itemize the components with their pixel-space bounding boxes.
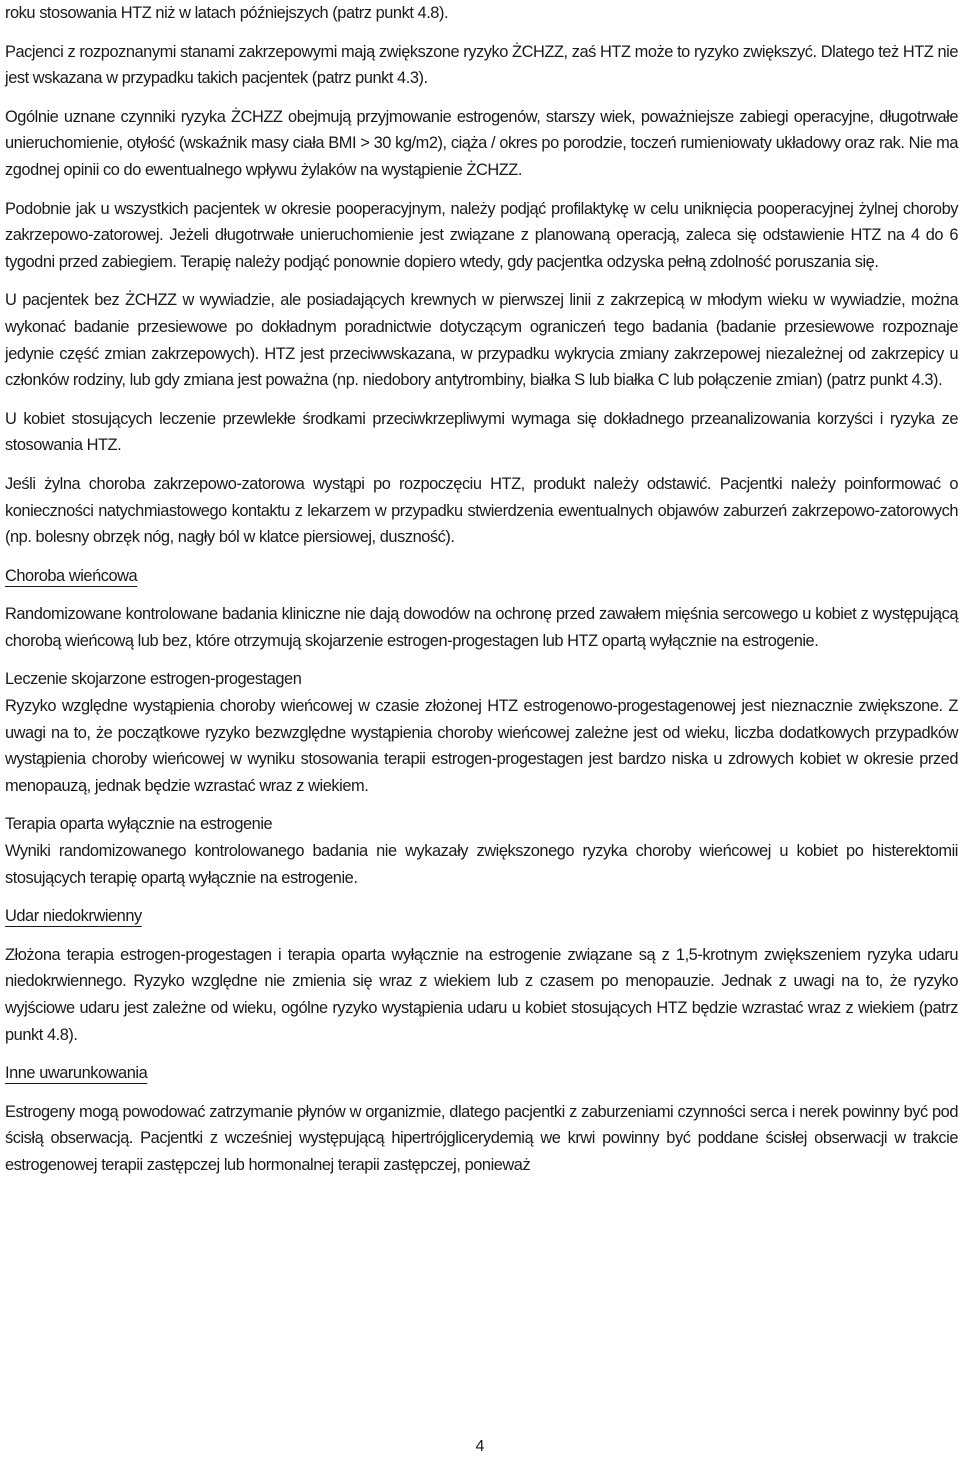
section-heading-other: Inne uwarunkowania — [5, 1064, 148, 1083]
paragraph-discontinuation: Jeśli żylna choroba zakrzepowo-zatorowa wystąpi po rozpoczęciu HTZ, produkt należy odstawić. Pacjentki należy poinformować o konieczności natychmiastowego kontaktu z lekarzem w przypadku stwierdzenia ewentualnych objawów zaburzeń zakrzepowo-zatorowych (np. bolesny obrzęk nóg, nagły ból w klatce piersiowej, duszność). — [5, 474, 958, 547]
paragraph-htz-early-risk: roku stosowania HTZ niż w latach późniejszych (patrz punkt 4.8). — [5, 4, 449, 22]
paragraph-risk-factors: Ogólnie uznane czynniki ryzyka ŻCHZZ obejmują przyjmowanie estrogenów, starszy wiek, poważniejsze zabiegi operacyjne, długotrwałe unieruchomienie, otyłość (wskaźnik masy ciała BMI > 30 kg/m2), ciąża / okres po porodzie, toczeń rumieniowaty układowy oraz rak. Nie ma zgodnej opinii co do ewentualnego wpływu żylaków na wystąpienie ŻCHZZ. — [5, 107, 958, 179]
section-heading-stroke: Udar niedokrwienny — [5, 907, 142, 926]
paragraph-stroke: Złożona terapia estrogen-progestagen i terapia oparta wyłącznie na estrogenie związane są z 1,5-krotnym zwiększeniem ryzyka udaru niedokrwiennego. Ryzyko względne nie zmienia się wraz z wiekiem lub z czasem po menopauzie. Jednak z uwagi na to, że ryzyko wyjściowe udaru jest zależne od wieku, ogólne ryzyko wystąpienia udaru u kobiet stosujących HTZ będzie wzrastać wraz z wiekiem (patrz punkt 4.8). — [5, 945, 958, 1044]
subheading-combined-therapy: Leczenie skojarzone estrogen-progestagen — [5, 670, 302, 689]
paragraph-thrombotic-patients: Pacjenci z rozpoznanymi stanami zakrzepowymi mają zwiększone ryzyko ŻCHZZ, zaś HTZ może to ryzyko zwiększyć. Dlatego też HTZ nie jest wskazana w przypadku takich pacjentek (patrz punkt 4.3). — [5, 42, 958, 88]
section-heading-coronary: Choroba wieńcowa — [5, 566, 138, 585]
paragraph-other: Estrogeny mogą powodować zatrzymanie płynów w organizmie, dlatego pacjentki z zaburzeniami czynności serca i nerek powinny być pod ścisłą obserwacją. Pacjentki z wcześniej występującą hipertrójglicerydemią we krwi powinny być poddane ścisłej obserwacji w trakcie estrogenowej terapii zastępczej lub hormonalnej terapii zastępczej, ponieważ — [5, 1102, 958, 1174]
paragraph-screening: U pacjentek bez ŻCHZZ w wywiadzie, ale posiadających krewnych w pierwszej linii z zakrzepicą w młodym wieku w wywiadzie, można wykonać badanie przesiewowe po dokładnym poradnictwie dotyczącym ograniczeń tego badania (badanie przesiewowe rozpoznaje jedynie część zmian zakrzepowych). HTZ jest przeciwwskazana, w przypadku wykrycia zmiany zakrzepowej niezależnej od zakrzepicy u członków rodziny, lub gdy zmiana jest poważna (np. niedobory antytrombiny, białka S lub białka C lub połączenie zmian) (patrz punkt 4.3). — [5, 291, 958, 390]
subheading-estrogen-only: Terapia oparta wyłącznie na estrogenie — [5, 815, 273, 834]
page-number: 4 — [475, 1438, 485, 1455]
paragraph-combined-therapy: Ryzyko względne wystąpienia choroby wieńcowej w czasie złożonej HTZ estrogenowo-progestagenowej jest nieznacznie zwiększone. Z uwagi na to, że początkowe ryzyko bezwzględne wystąpienia choroby wieńcowej zależne jest od wieku, liczba dodatkowych przypadków wystąpienia choroby wieńcowej w wyniku stosowania terapii estrogen-progestagen jest bardzo niska u zdrowych kobiet w okresie przed menopauzą, jednak będzie wzrastać wraz z wiekiem. — [5, 697, 958, 795]
paragraph-coronary-intro: Randomizowane kontrolowane badania kliniczne nie dają dowodów na ochronę przed zawałem mięśnia sercowego u kobiet z występującą chorobą wieńcową lub bez, które otrzymują skojarzenie estrogen-progestagen lub HTZ opartą wyłącznie na estrogenie. — [5, 605, 958, 650]
document-page — [5, 0, 958, 1179]
paragraph-estrogen-only: Wyniki randomizowanego kontrolowanego badania nie wykazały zwiększonego ryzyka choroby wieńcowej u kobiet po histerektomii stosujących terapię opartą wyłącznie na estrogenie. — [5, 842, 958, 887]
paragraph-postoperative: Podobnie jak u wszystkich pacjentek w okresie pooperacyjnym, należy podjąć profilaktykę w celu uniknięcia pooperacyjnej żylnej choroby zakrzepowo-zatorowej. Jeżeli długotrwałe unieruchomienie jest związane z planowaną operacją, zaleca się odstawienie HTZ na 4 do 6 tygodni przed zabiegiem. Terapię należy podjąć ponownie dopiero wtedy, gdy pacjentka odzyska pełną zdolność poruszania się. — [5, 199, 958, 271]
paragraph-anticoagulants: U kobiet stosujących leczenie przewlekłe środkami przeciwkrzepliwymi wymaga się dokładnego przeanalizowania korzyści i ryzyka ze stosowania HTZ. — [5, 409, 958, 455]
